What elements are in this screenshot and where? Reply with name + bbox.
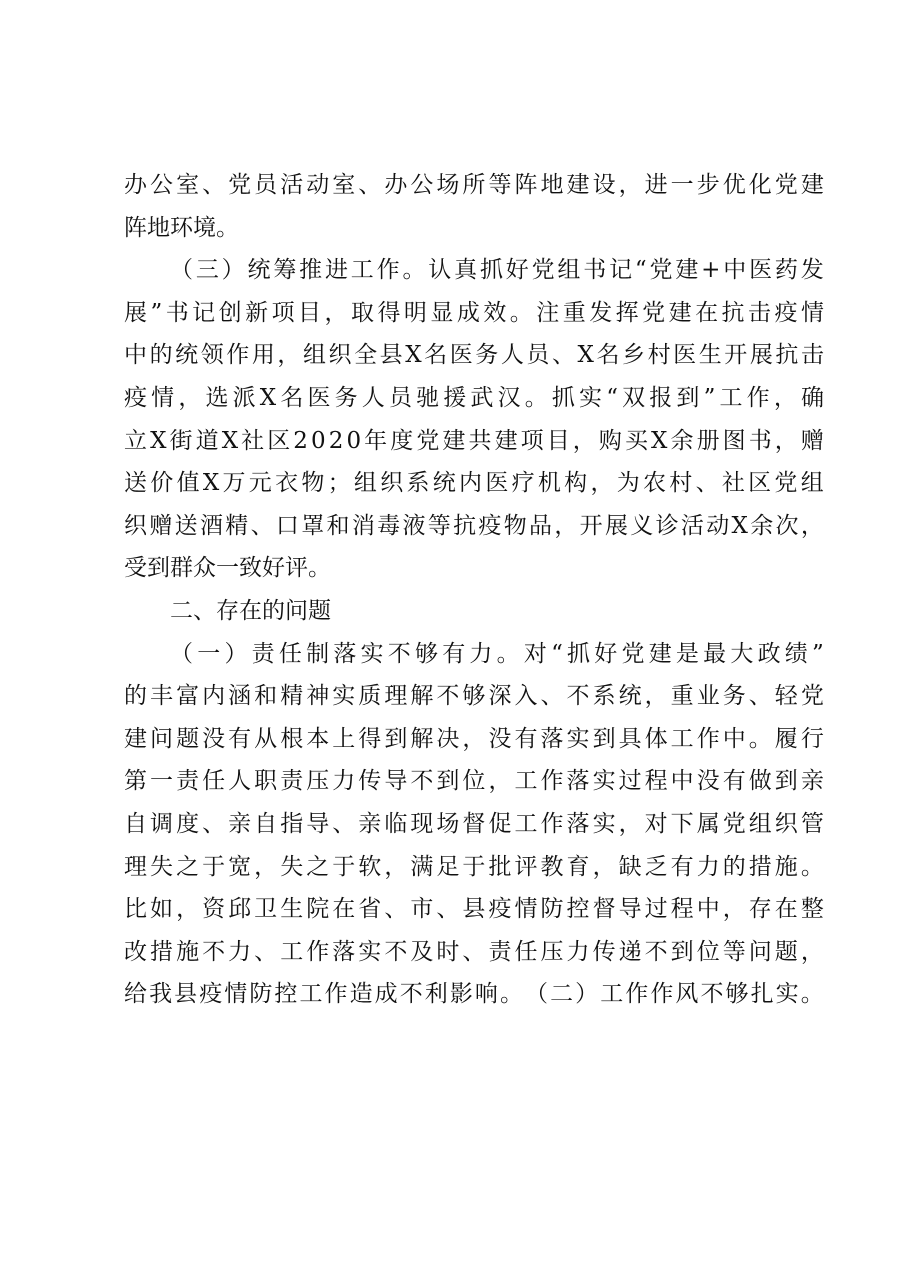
text-line: 办 公 室 、 党 员 活 动 室 、 办 公 场 所 等 阵 地 建 设 ， 进 一 步 优 化 党 建 <box>124 172 824 198</box>
text-line: 中 的 统 领 作 用 ， 组 织 全 县 X 名 医 务 人 员 、 X 名 乡 村 医 生 开 展 抗 击 <box>124 342 824 369</box>
text-line: 自 调 度 、 亲 自 指 导 、 亲 临 现 场 督 促 工 作 落 实 ， 对 下 属 党 组 织 管 <box>124 810 824 837</box>
text-line: 改 措 施 不 力 、 工 作 落 实 不 及 时 、 责 任 压 力 传 递 不 到 位 等 问 题 ， <box>124 938 824 965</box>
text-line: 阵地环境。 <box>124 214 239 241</box>
text-line: 受到群众一致好评。 <box>124 555 331 582</box>
text-line: （ 三 ） 统 筹 推 进 工 作 。 认 真 抓 好 党 组 书 记 “ 党 建 + 中 医 药 发 <box>170 257 824 284</box>
text-line: 疫 情 ， 选 派 X 名 医 务 人 员 驰 援 武 汉 。 抓 实 “ 双 报 到 ” 工 作 ， 确 <box>124 384 824 411</box>
text-line: 的 丰 富 内 涵 和 精 神 实 质 理 解 不 够 深 入 、 不 系 统 ， 重 业 务 、 轻 党 <box>124 683 824 710</box>
text-line: 比 如 ， 资 邱 卫 生 院 在 省 、 市 、 县 疫 情 防 控 督 导 过 程 中 ， 存 在 整 <box>124 896 824 923</box>
text-line: （ 一 ） 责 任 制 落 实 不 够 有 力 。 对 “ 抓 好 党 建 是 最 大 政 绩 ” <box>170 640 824 667</box>
text-line: 立 X 街 道 X 社 区 2 0 2 0 年 度 党 建 共 建 项 目 ， 购 买 X 余 册 图 书 ， 赠 <box>124 427 824 454</box>
text-line: 织 赠 送 酒 精 、 口 罩 和 消 毒 液 等 抗 疫 物 品 ， 开 展 义 诊 活 动 X 余 次 ， <box>124 512 824 539</box>
text-line: 理 失 之 于 宽 ， 失 之 于 软 ， 满 足 于 批 评 教 育 ， 缺 乏 有 力 的 措 施 。 <box>124 853 824 880</box>
section-heading: 二、存在的问题 <box>170 597 331 624</box>
text-line: 给 我 县 疫 情 防 控 工 作 造 成 不 利 影 响 。 （ 二 ） 工 作 作 风 不 够 扎 实 。 <box>124 981 824 1008</box>
text-line: 展 ” 书 记 创 新 项 目 ， 取 得 明 显 成 效 。 注 重 发 挥 党 建 在 抗 击 疫 情 <box>124 299 824 326</box>
text-line: 第 一 责 任 人 职 责 压 力 传 导 不 到 位 ， 工 作 落 实 过 程 中 没 有 做 到 亲 <box>124 768 824 795</box>
document-body <box>124 164 824 1016</box>
text-line: 送 价 值 X 万 元 衣 物 ； 组 织 系 统 内 医 疗 机 构 ， 为 农 村 、 社 区 党 组 <box>124 470 824 497</box>
text-line: 建 问 题 没 有 从 根 本 上 得 到 解 决 ， 没 有 落 实 到 具 体 工 作 中 。 履 行 <box>124 725 824 752</box>
